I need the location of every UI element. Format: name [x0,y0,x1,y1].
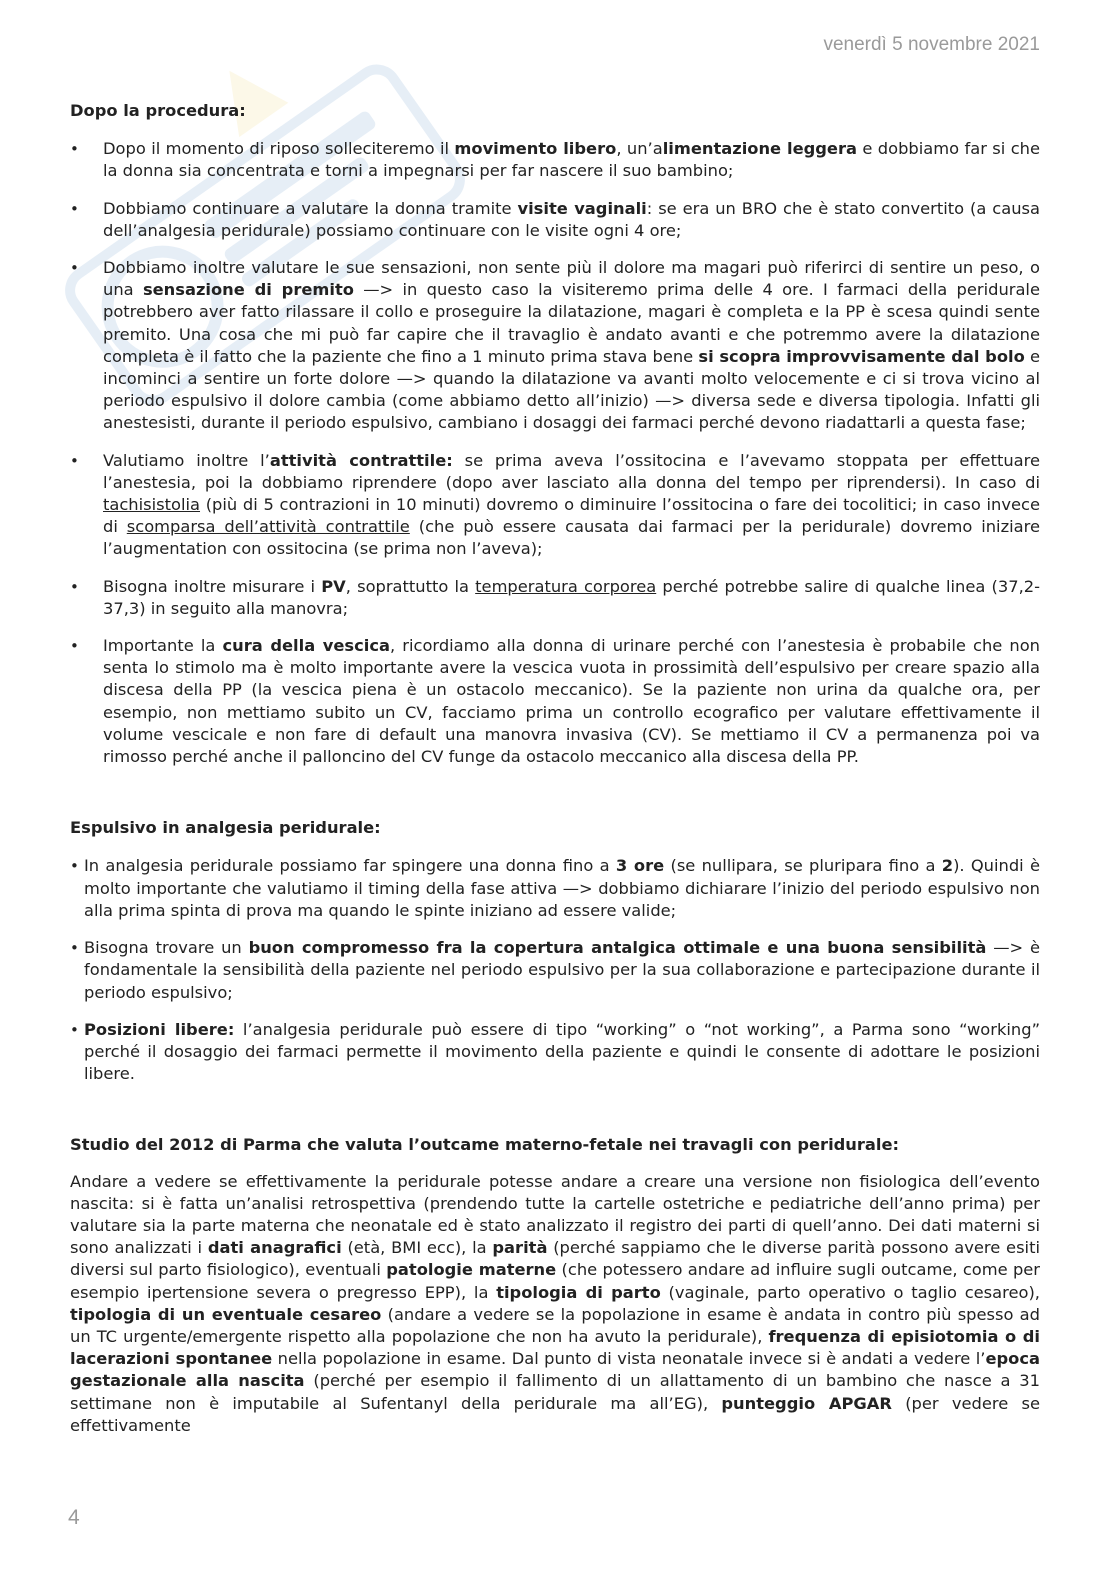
text-run: (che potessero andare ad influire sugli outcame, come per esempio ipertensione severa o pregresso EPP), la [70,1260,1041,1302]
text-run: e dobbiamo far si che la donna sia concentrata e torni a impegnarsi per far nascere il suo bambino; [103,139,1040,181]
bold-text: 2 [941,856,954,876]
bold-text: sensazione di premito [142,280,354,300]
bold-text: PV [321,576,346,596]
section-heading: Espulsivo in analgesia peridurale: [70,818,381,838]
text-run: —> in questo caso la visiteremo prima delle 4 ore. I farmaci della peridurale potrebbero aver fatto rilassare il collo e proseguire la dilatazione, magari è completa e la PP è scesa quindi sente premito. Una cosa che mi può far capire che il travaglio è andato avanti e che potremmo avere la dilatazione completa è il fatto che la paziente che fino a 1 minuto prima stava bene [103,280,1040,366]
bold-text: patologie materne [386,1260,557,1280]
bold-text: cura della vescica [222,636,390,656]
text-run: , un’a [616,139,663,159]
underlined-text: scomparsa dell’attività contrattile [126,517,410,537]
bold-text: frequenza di episiotomia o di lacerazioni spontanee [70,1326,1041,1369]
text-run: —> è fondamentale la sensibilità della paziente nel periodo espulsivo per la sua collaborazione e partecipazione durante il periodo espulsivo; [84,938,1041,1002]
text-run: (età, BMI ecc), la [341,1238,493,1258]
text-run: se prima aveva l’ossitocina e l’avevamo stoppata per effettuare l’anestesia, poi la dobbiamo riprendere (dopo aver lasciato alla donna del tempo per riprendersi). In caso di [103,450,1040,492]
bullet-item [70,576,1040,620]
bullet-item [70,198,1040,242]
text-run: Valutiamo inoltre l’ [103,450,270,470]
text-run: (che può essere causata dai farmaci per la peridurale) dovremo iniziare l’augmentation con ossitocina (se prima non l’aveva); [103,517,1040,559]
bold-text: buon compromesso fra la copertura antalgica ottimale e una buona sensibilità [248,938,987,958]
bullet-item [70,450,1040,561]
bold-text: dati anagrafici [207,1238,342,1258]
bullet-item [70,855,1040,922]
text-run: , ricordiamo alla donna di urinare perché con l’anestesia è probabile che non senta lo stimolo ma è molto importante avere la vescica vuota in prossimità dell’espulsivo per creare spazio alla discesa della PP (la vescica piena è un ostacolo meccanico). Se la paziente non urina da qualche ora, per esempio, non mettiamo subito un CV, facciamo prima un controllo ecografico per valutare effettivamente il volume vescicale e non fare di default una manovra invasiva (CV). Se mettiamo il CV a permanenza poi va rimosso perché anche il palloncino del CV funge da ostacolo meccanico alla discesa della PP. [103,636,1040,767]
section-list [70,138,1040,768]
bold-text: si scopra improvvisamente dal bolo [698,346,1025,366]
text-run: Bisogna trovare un [84,938,249,958]
text-run: perché potrebbe salire di qualche linea (37,2-37,3) in seguito alla manovra; [103,576,1041,618]
text-run: (se nullipara, se pluripara fino a [664,856,942,876]
text-run: (vaginale, parto operativo o taglio cesareo), [660,1282,1040,1302]
bullet-item [70,1019,1040,1086]
page-number: 4 [68,1506,80,1529]
underlined-text: tachisistolia [103,495,201,515]
bullet-item [70,937,1040,1004]
text-run: In analgesia peridurale possiamo far spingere una donna fino a [84,856,616,876]
section-heading: Dopo la procedura: [70,101,246,120]
document-body [70,100,1040,1437]
section-heading: Studio del 2012 di Parma che valuta l’outcame materno-fetale nei travagli con peridurale: [70,1135,900,1155]
bold-text: 3 ore [615,856,665,876]
bold-text: visite vaginali [517,198,647,218]
text-run: , soprattutto la [345,576,476,596]
text-run: (più di 5 contrazioni in 10 minuti) dovremo o diminuire l’ossitocina o fare dei tocolitici; in caso invece di [103,495,1040,537]
bold-text: attività contrattile: [269,450,453,470]
text-run: Importante la [103,636,223,656]
bold-text: epoca gestazionale alla nascita [70,1349,1040,1391]
bold-text: parità [492,1238,548,1258]
bullet-item [70,635,1040,768]
bold-text: Posizioni libere: [84,1019,235,1039]
text-run: l’analgesia peridurale può essere di tipo “working” o “not working”, a Parma sono “working” perché il dosaggio dei farmaci permette il movimento della paziente e quindi le consente di adottare le posizioni libere. [84,1019,1041,1084]
text-run: Dopo il momento di riposo solleciteremo il [103,139,455,159]
text-run: Andare a vedere se effettivamente la peridurale potesse andare a creare una versione non fisiologica dell’evento nascita: si è fatta un’analisi retrospettiva (prendendo tutte la cartelle ostetriche e pediatriche dell’anno prima) per valutare sia la parte materna che neonatale ed è stato analizzato il registro dei parti di quell’anno. Dei dati materni si sono analizzati i [70,1171,1040,1258]
section-list [70,855,1040,1085]
bold-text: movimento libero [454,139,617,159]
text-run: Bisogna inoltre misurare i [103,576,322,596]
text-run: Dobbiamo continuare a valutare la donna tramite [103,198,518,218]
bold-text: tipologia di un eventuale cesareo [70,1304,382,1324]
bold-text: limentazione leggera [662,139,857,159]
bullet-item [70,138,1040,182]
text-run: nella popolazione in esame. Dal punto di vista neonatale invece si è andati a vedere l’ [272,1349,986,1369]
text-run: Dobbiamo inoltre valutare le sue sensazioni, non sente più il dolore ma magari può riferirci di sentire un peso, o una [103,258,1040,300]
underlined-text: temperatura corporea [475,576,657,596]
text-run: (per vedere se effettivamente [70,1393,1040,1435]
text-run: ). Quindi è molto importante che valutiamo il timing della fase attiva —> dobbiamo dichiarare l’inizio del periodo espulsivo non alla prima spinta di prova ma quando le spinte iniziano ad essere valide; [84,856,1040,920]
text-run: (perché sappiamo che le diverse parità possono avere esiti diversi sul parto fisiologico), eventuali [70,1238,1040,1280]
page-date: venerdì 5 novembre 2021 [823,34,1040,55]
study-paragraph [70,1171,1040,1437]
bullet-item [70,257,1040,435]
text-run: (perché per esempio il fallimento di un allattamento di un bambino che nasce a 31 settimane non è imputabile al Sufentanyl della peridurale ma all’EG), [70,1371,1041,1413]
bold-text: punteggio APGAR [721,1393,892,1413]
bold-text: tipologia di parto [496,1282,661,1302]
text-run: e incominci a sentire un forte dolore —> quando la dilatazione va avanti molto velocemente e ci si trova vicino al periodo espulsivo il dolore cambia (come abbiamo detto all’inizio) —> diversa sede e diversa tipologia. Infatti gli anestesisti, durante il periodo espulsivo, cambiano i dosaggi dei farmaci perché devono riadattarli a questa fase; [103,346,1040,433]
text-run: (andare a vedere se la popolazione in esame è andata in contro più spesso ad un TC urgente/emergente rispetto alla popolazione che non ha avuto la peridurale), [70,1304,1040,1346]
text-run: : se era un BRO che è stato convertito (a causa dell’analgesia peridurale) possiamo continuare con le visite ogni 4 ore; [103,198,1041,240]
